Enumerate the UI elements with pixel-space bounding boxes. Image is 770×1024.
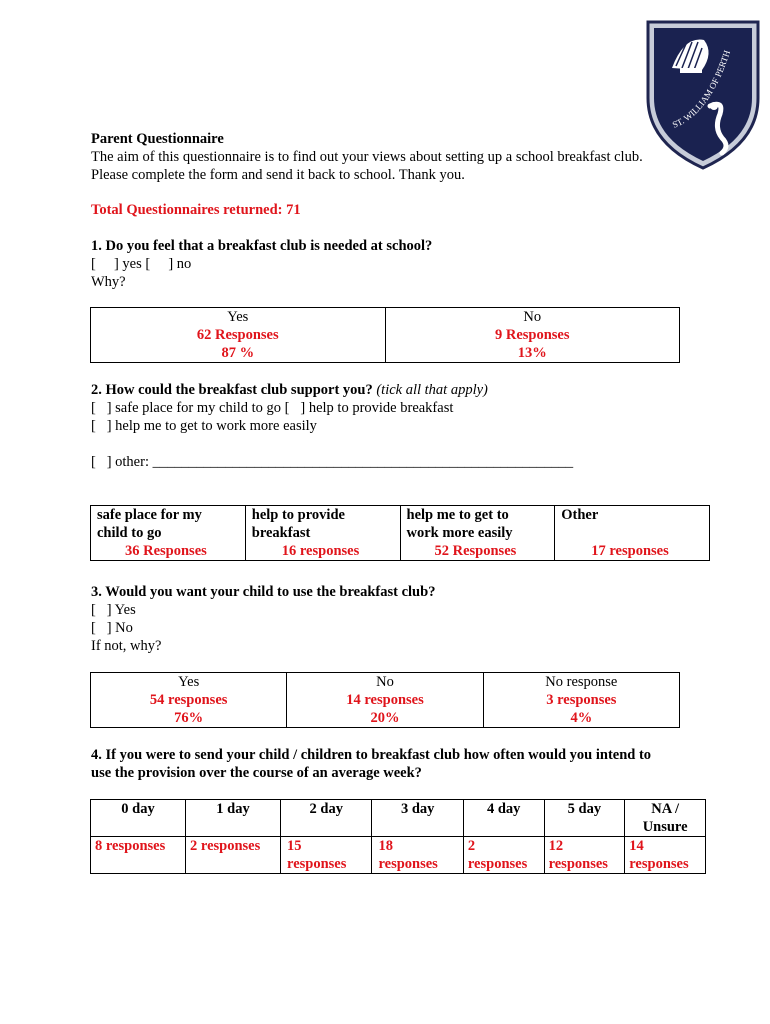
q4-v2	[281, 837, 372, 874]
q1-question: 1. Do you feel that a breakfast club is needed at school?	[91, 238, 433, 254]
q3-if-not: If not, why?	[91, 638, 162, 654]
q2-work-cell	[400, 506, 555, 561]
q4-h6	[625, 800, 706, 837]
q4-results-table	[90, 799, 706, 874]
q3-results-table	[90, 672, 680, 728]
q1-results-table	[90, 307, 680, 363]
q4-v1: 2 responses	[186, 837, 281, 874]
total-returned: Total Questionnaires returned: 71	[91, 202, 301, 218]
q4-v5a: 12	[548, 838, 564, 854]
q2-h2b: breakfast	[251, 525, 311, 541]
table-row	[91, 837, 706, 874]
q2-h3b: work more easily	[406, 525, 513, 541]
q3-option-yes: [ ] Yes	[91, 602, 136, 618]
q1-options: [ ] yes [ ] no	[91, 256, 192, 272]
table-row	[91, 673, 680, 728]
q3-nr-pct: 4%	[570, 710, 593, 726]
q4-v4b: responses	[467, 856, 528, 872]
q3-nr-head: No response	[545, 674, 618, 690]
q3-option-no: [ ] No	[91, 620, 133, 636]
q2-results-table	[90, 505, 710, 561]
q4-v2b: responses	[287, 856, 347, 872]
intro-text-1: The aim of this questionnaire is to find out your views about setting up a school breakfast club.	[91, 149, 643, 165]
q3-no-cell	[287, 673, 483, 728]
q1-no-count: 9 Responses	[494, 327, 570, 343]
table-row	[91, 506, 710, 561]
q2-h3a: help me to get to	[406, 507, 509, 523]
q4-v2a: 15	[287, 838, 302, 854]
q1-yes-count: 62 Responses	[196, 327, 279, 343]
q4-v3b: responses	[378, 856, 438, 872]
q2-option-line-2: [ ] help me to get to work more easily	[91, 418, 317, 434]
q2-v3: 52 Responses	[434, 543, 517, 559]
table-row	[91, 308, 680, 363]
q3-yes-cell	[91, 673, 287, 728]
q2-option-other: [ ] other: __________________________________________________________	[91, 454, 574, 470]
q3-no-pct: 20%	[370, 710, 400, 726]
q3-yes-pct: 76%	[174, 710, 204, 726]
q4-v3	[372, 837, 463, 874]
q2-option-line-1: [ ] safe place for my child to go [ ] help to provide breakfast	[91, 400, 454, 416]
q4-question-line-2: use the provision over the course of an average week?	[91, 765, 422, 781]
q2-question-text: 2. How could the breakfast club support you?	[91, 382, 373, 398]
q3-nr-count: 3 responses	[546, 692, 617, 708]
table-row	[91, 800, 706, 837]
q1-yes-cell	[91, 308, 386, 363]
q2-other-cell	[555, 506, 710, 561]
crest-motto-text: ST. WILLIAM OF PERTH	[670, 48, 733, 130]
q4-h6b: Unsure	[642, 819, 688, 835]
q4-h5: 5 day	[544, 800, 625, 837]
q4-v3a: 18	[378, 838, 393, 854]
q4-v6	[625, 837, 706, 874]
q1-no-pct: 13%	[517, 345, 547, 361]
q1-no-cell	[385, 308, 680, 363]
q4-question-line-1: 4. If you were to send your child / children to breakfast club how often would you intend to	[91, 747, 652, 763]
q4-v5b: responses	[548, 856, 608, 872]
q1-no-head: No	[523, 309, 542, 325]
q4-h6a: NA /	[651, 801, 680, 817]
q1-yes-pct: 87 %	[221, 345, 255, 361]
q2-h1b: child to go	[97, 525, 162, 541]
q4-v5	[544, 837, 625, 874]
q2-v1: 36 Responses	[125, 543, 207, 559]
q3-no-head: No	[376, 674, 394, 690]
q4-h1: 1 day	[186, 800, 281, 837]
q4-h3: 3 day	[372, 800, 463, 837]
intro-text-2: Please complete the form and send it back to school. Thank you.	[91, 167, 465, 183]
q2-v4: 17 responses	[591, 543, 669, 559]
q3-yes-count: 54 responses	[149, 692, 228, 708]
q4-v0: 8 responses	[91, 837, 186, 874]
q3-yes-head: Yes	[178, 674, 200, 690]
q2-question	[91, 381, 488, 399]
q1-why: Why?	[91, 274, 126, 290]
q2-safe-place-cell	[91, 506, 246, 561]
q1-yes-head: Yes	[227, 309, 249, 325]
q4-h0: 0 day	[91, 800, 186, 837]
q4-h4: 4 day	[463, 800, 544, 837]
q2-h4: Other	[561, 507, 599, 523]
q3-no-count: 14 responses	[346, 692, 424, 708]
q4-v4a: 2	[467, 838, 476, 854]
q2-h2a: help to provide	[251, 507, 345, 523]
q3-question: 3. Would you want your child to use the breakfast club?	[91, 584, 436, 600]
q4-v6b: responses	[629, 856, 689, 872]
q4-v4	[463, 837, 544, 874]
q2-v2: 16 responses	[281, 543, 360, 559]
q4-v6a: 14	[629, 838, 644, 854]
school-crest-logo	[644, 18, 762, 170]
page-title: Parent Questionnaire	[91, 131, 224, 147]
q4-h2: 2 day	[281, 800, 372, 837]
q2-provide-breakfast-cell	[245, 506, 400, 561]
q2-h1a: safe place for my	[97, 507, 202, 523]
q2-note: (tick all that apply)	[376, 382, 488, 398]
q3-no-response-cell	[483, 673, 679, 728]
